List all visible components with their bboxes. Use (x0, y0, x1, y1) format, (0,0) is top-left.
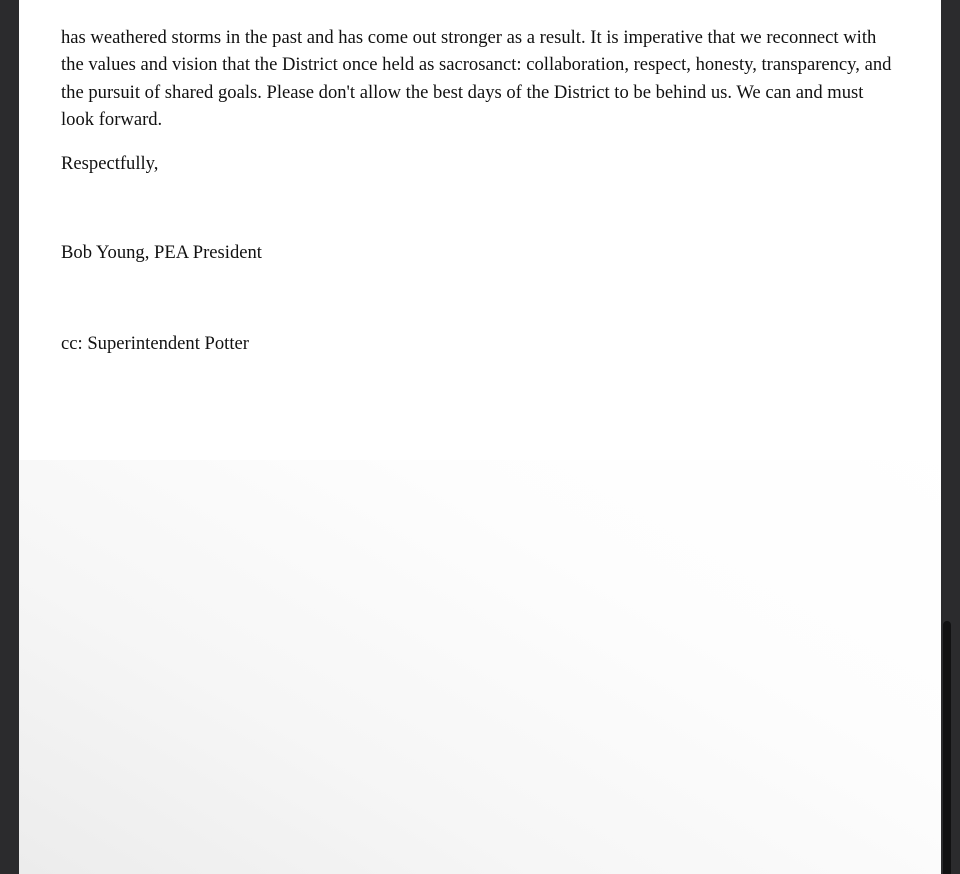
scrollbar-thumb[interactable] (943, 621, 951, 874)
letter-body (61, 24, 901, 133)
letter-closing: Respectfully, (61, 153, 159, 174)
cc-line: cc: Superintendent Potter (61, 333, 249, 354)
signature-line: Bob Young, PEA President (61, 242, 262, 263)
document-page (19, 0, 941, 874)
body-paragraph: has weathered storms in the past and has come out stronger as a result. It is imperative that we reconnect with the values and vision that the District once held as sacrosanct: collaboration, respect, honesty, transparency, and the pursuit of shared goals. Please don't allow the best days of the District to be behind us. We can and must look forward. (61, 27, 892, 130)
